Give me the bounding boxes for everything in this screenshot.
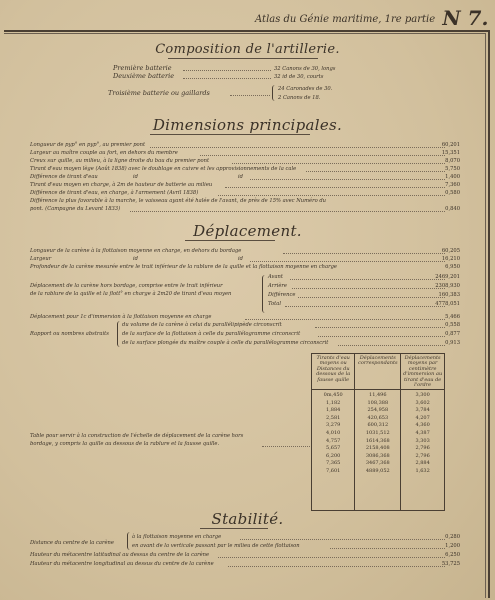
brace — [272, 85, 276, 101]
ditto-mark: id — [133, 256, 138, 262]
table-column-displacement — [355, 390, 401, 511]
stabilite-title: Stabilité. — [211, 510, 284, 528]
leader-dots — [240, 539, 445, 540]
composition-value: 2 Canons de 18. — [278, 95, 321, 101]
table-column-draft — [312, 390, 355, 511]
table-cell: 4,757 — [326, 437, 341, 444]
volume-part-value: 4778,051 — [435, 301, 460, 307]
table-header: Tirants d'eau moyens ou Distances du dessous de la fausse quille — [312, 354, 355, 390]
rapport-label: Rapport ou nombres abstraits — [30, 331, 109, 337]
dimension-value: 7,360 — [445, 182, 460, 188]
rapport-row-label: de la surface de la flottaison à celle du parallélogramme circonscrit — [122, 331, 301, 337]
rapport-row-label: du volume de la carène à celui du parallélipipède circonscrit — [122, 322, 282, 328]
table-header: Déplacements moyens par centimètre d'immersion au tirant d'eau de l'ordre — [401, 354, 445, 390]
deplacement-label: Profondeur de la carène mesurée entre le trait inférieur de la rablure de la quille et la flottaison moyenne en charge — [30, 264, 337, 270]
ditto-mark: id — [238, 256, 243, 262]
dimension-label: Différence la plus favorable à la marche, le vaisseau ayant été halée de l'avant, de près de 15% avec Numéro du — [30, 198, 327, 204]
leader-dots — [228, 566, 445, 567]
table-cell: 1,632 — [415, 467, 430, 474]
dimension-value: 8,070 — [445, 158, 460, 164]
ditto-mark: id — [238, 174, 243, 180]
table-cell: 1614,368 — [365, 437, 390, 444]
dimensions-underline — [150, 134, 310, 135]
composition-underline — [168, 58, 318, 59]
stabilite-label: Distance du centre de la carène — [30, 540, 114, 546]
table-header: Déplacements correspondants — [355, 354, 401, 390]
leader-dots — [245, 319, 445, 320]
table-cell: 3,784 — [415, 407, 430, 414]
table-cell: 11,496 — [369, 392, 387, 398]
atlas-title: Atlas du Génie maritime, 1re partie — [255, 14, 436, 25]
table-cell: 600,312 — [367, 422, 389, 429]
table-caption: bordage, y compris la quille au dessous de la rablure et la fausse quille. — [30, 441, 220, 447]
table-cell: 254,958 — [367, 407, 389, 414]
volume-part-label: Total — [268, 301, 282, 307]
table-cell: 2,796 — [415, 445, 430, 452]
stabilite-value: 6,250 — [445, 552, 460, 558]
table-cell: 2,884 — [415, 460, 430, 467]
dimension-value: 60,201 — [441, 142, 460, 148]
table-cell: 4889,052 — [365, 467, 390, 474]
table-cell: 1031,512 — [365, 429, 390, 436]
table-cell: 3086,368 — [365, 452, 390, 459]
stabilite-value: 1,200 — [445, 543, 460, 549]
table-cell: 3,279 — [326, 422, 341, 429]
dimension-label: Longueur de pyp° en pyp°, au premier pont — [30, 142, 146, 148]
leader-dots — [225, 187, 445, 188]
table-body-row — [312, 390, 445, 511]
dimension-label: Largeur au maître couple au fort, en dehors du membre — [30, 150, 178, 156]
stabilite-value: 53,725 — [441, 561, 460, 567]
table-column-per-cm — [401, 390, 445, 511]
composition-label: Première batterie — [113, 64, 172, 72]
composition-value: 32 id de 30, courts — [274, 74, 324, 80]
leader-dots — [130, 211, 445, 212]
leader-dots — [250, 179, 445, 180]
volume-label: de la rablure de la quille et la flott° en charge à 2m20 de tirant d'eau moyen — [30, 291, 232, 297]
table-cell: 108,388 — [367, 399, 389, 406]
immersion-label: Déplacement pour 1c d'immersion à la flottaison moyenne en charge — [30, 314, 212, 320]
table-cell: 2158,408 — [365, 445, 390, 452]
deplacement-value: 16,210 — [441, 256, 460, 262]
dimension-value: 5,750 — [445, 166, 460, 172]
dimension-value: 1,400 — [445, 174, 460, 180]
table-cell: 3467,368 — [365, 460, 390, 467]
stabilite-underline — [200, 528, 268, 529]
table-cell: 4,207 — [415, 414, 430, 421]
dimensions-title: Dimensions principales. — [152, 116, 343, 134]
leader-dots — [230, 95, 270, 96]
deplacement-label: Longueur de la carène à la flottaison moyenne en charge, en dehors du bordage — [30, 248, 242, 254]
table-cell: 0m,450 — [323, 392, 343, 398]
leader-dots — [218, 195, 445, 196]
composition-value: 24 Caronades de 30. — [278, 86, 333, 92]
rapport-row-value: 0,558 — [445, 322, 460, 328]
ditto-mark: id — [133, 174, 138, 180]
table-cell: 3,303 — [415, 437, 430, 444]
table-cell: 4,360 — [415, 422, 430, 429]
table-cell: 3,602 — [415, 399, 430, 406]
leader-dots — [200, 155, 445, 156]
dimension-label: pont. (Campagne du Levant 1833) — [30, 206, 121, 212]
leader-dots — [232, 163, 445, 164]
composition-title: Composition de l'artillerie. — [155, 42, 340, 57]
table-cell: 6,200 — [326, 452, 341, 459]
table-cell: 1,182 — [326, 399, 341, 406]
table-cell: 5,657 — [326, 445, 341, 452]
table-cell: 7,365 — [326, 460, 341, 467]
leader-dots — [262, 446, 310, 447]
table-cell: 4,387 — [415, 429, 430, 436]
deplacement-value: 6,950 — [445, 264, 460, 270]
dimension-label: Creux sur quille, au milieu, à la ligne droite du bau du premier pont — [30, 158, 210, 164]
table-cell: 7,601 — [326, 467, 341, 474]
dimension-label: Différence de tirant d'eau, en charge, à l'armement (Avril 1838) — [30, 190, 199, 196]
dimension-value: 0,840 — [445, 206, 460, 212]
deplacement-label: Largeur — [30, 256, 52, 262]
volume-part-value: 2308,930 — [435, 283, 460, 289]
stabilite-sub-label: à la flottaison moyenne en charge — [132, 534, 222, 540]
volume-part-value: 160,383 — [438, 292, 460, 298]
dimension-label: Tirant d'eau moyen lège (Août 1838) avec le doublage en cuivre et les approvisionnements de la cale — [30, 166, 297, 172]
table-header-row — [312, 354, 445, 390]
composition-label: Deuxième batterie — [113, 72, 175, 80]
leader-dots — [183, 70, 271, 71]
plate-number: N 7. — [442, 6, 489, 30]
volume-part-value: 2469,201 — [435, 274, 460, 280]
table-caption: Table pour servir à la construction de l'échelle de déplacement de la carène hors — [30, 433, 244, 439]
immersion-value: 5,466 — [445, 314, 460, 320]
dimension-value: 0,580 — [445, 190, 460, 196]
leader-dots — [218, 557, 445, 558]
table-cell: 2,796 — [415, 452, 430, 459]
volume-part-label: Différence — [268, 292, 296, 298]
rapport-row-label: de la surface plongée du maître couple à celle du parallélogramme circonscrit — [122, 340, 329, 346]
table-cell: 1,884 — [326, 407, 341, 414]
leader-dots — [150, 147, 445, 148]
leader-dots — [250, 261, 445, 262]
composition-value: 32 Canons de 30, longs — [274, 66, 336, 72]
volume-label: Déplacement de la carène hors bordage, comprise entre le trait inférieur — [30, 283, 223, 289]
table-cell: 4,010 — [326, 429, 341, 436]
volume-part-label: Avant — [268, 274, 283, 280]
brace — [117, 321, 121, 347]
table-cell: 3,300 — [415, 392, 430, 398]
stabilite-label: Hauteur du métacentre longitudinal au dessus du centre de la carène — [30, 561, 214, 567]
dimension-label: Tirant d'eau moyen en charge, à 2m de hauteur de batterie au milieu — [30, 182, 213, 188]
composition-label: Troisième batterie ou gaillards — [108, 89, 210, 97]
displacement-table — [311, 353, 445, 511]
stabilite-sub-label: en avant de la verticale passant par le milieu de cette flottaison — [132, 543, 300, 549]
table-cell: 420,653 — [367, 414, 389, 421]
dimension-label: Différence de tirant d'eau — [30, 174, 98, 180]
stabilite-value: 0,280 — [445, 534, 460, 540]
atlas-header — [255, 6, 487, 30]
table-cell: 2,581 — [326, 414, 341, 421]
dimension-value: 15,351 — [441, 150, 460, 156]
deplacement-value: 60,205 — [441, 248, 460, 254]
brace — [262, 275, 266, 313]
rapport-row-value: 0,877 — [445, 331, 460, 337]
deplacement-title: Déplacement. — [193, 222, 302, 240]
stabilite-label: Hauteur du métacentre latitudinal au dessus du centre de la carène — [30, 552, 210, 558]
volume-part-label: Arrière — [268, 283, 287, 289]
deplacement-underline — [185, 240, 275, 241]
brace — [127, 532, 131, 550]
rapport-row-value: 0,913 — [445, 340, 460, 346]
leader-dots — [183, 78, 271, 79]
